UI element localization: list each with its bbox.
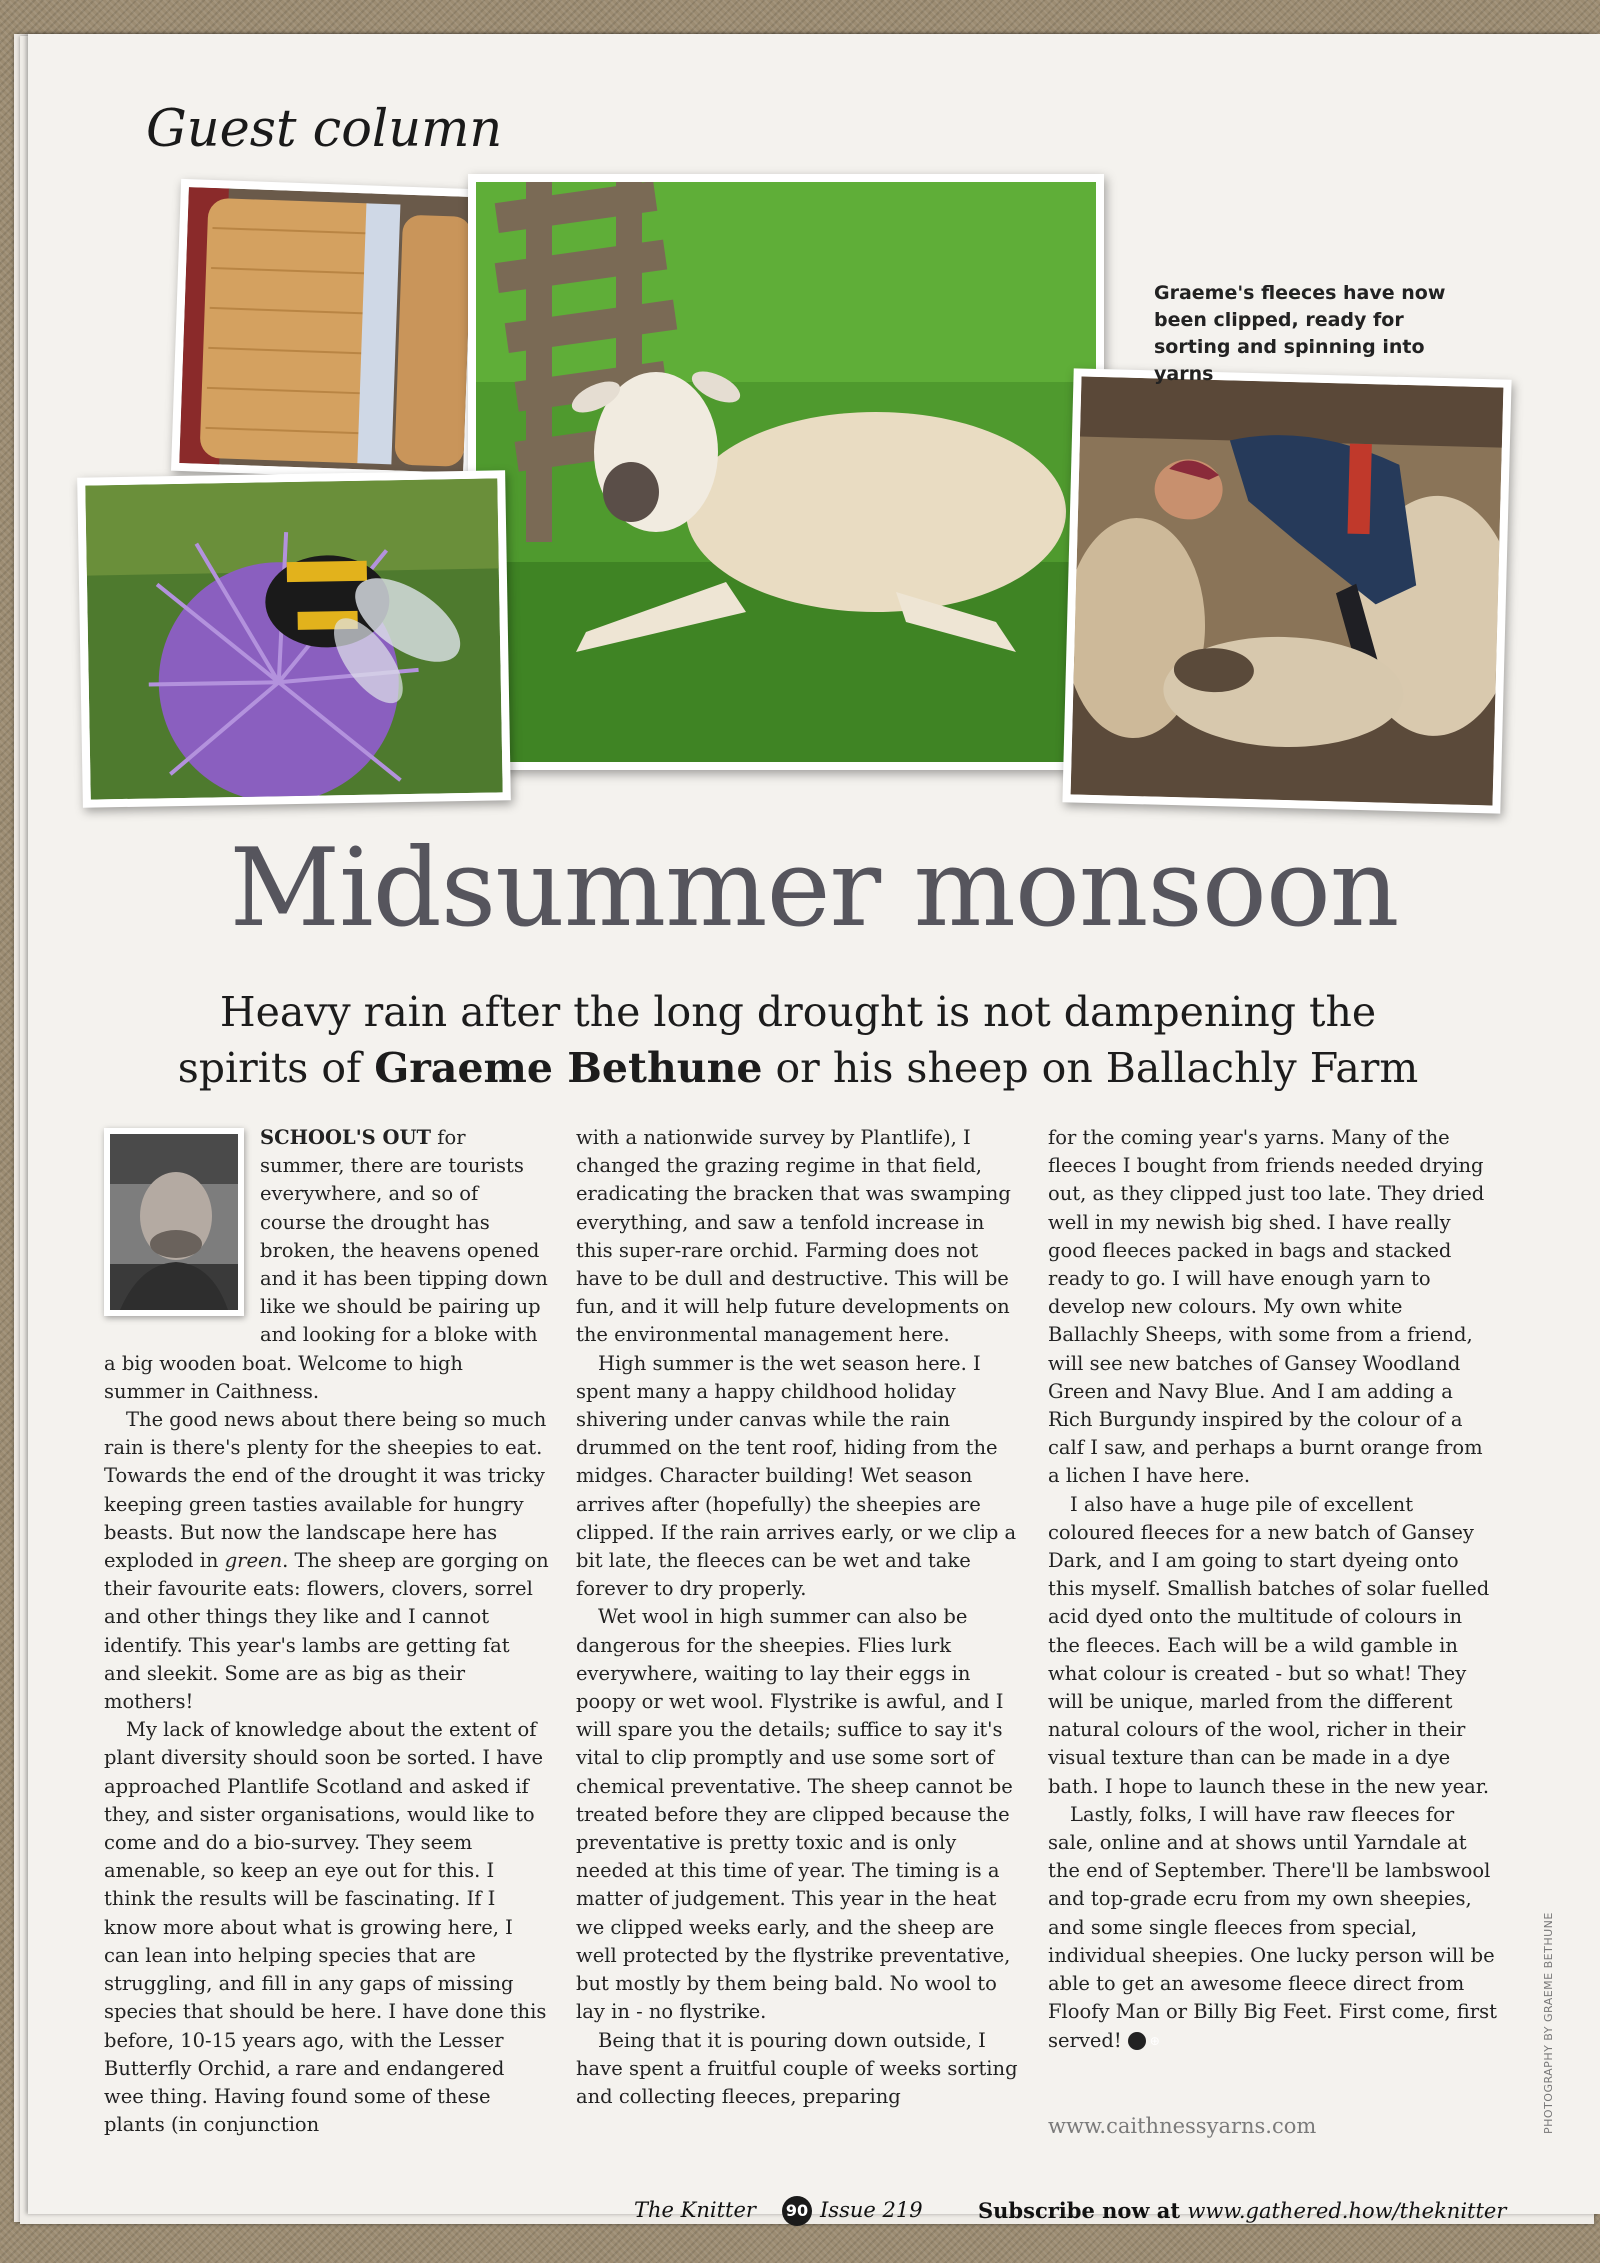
bee-on-thistle-photo bbox=[77, 470, 511, 807]
paragraph-2-text-b: . The sheep are gorging on their favourite eats: flowers, clovers, sorrel and other things they like and I cannot identify. This year's lambs are getting fat and sleekit. Some are as big as their mothers! bbox=[104, 1549, 549, 1714]
standfirst bbox=[148, 984, 1448, 1096]
shearing-photo bbox=[1062, 368, 1511, 813]
lead-in: SCHOOL'S OUT bbox=[260, 1126, 432, 1149]
paragraph-2 bbox=[104, 1406, 549, 1716]
section-kicker: Guest column bbox=[146, 100, 503, 159]
subscribe-url[interactable]: www.gathered.how/theknitter bbox=[1187, 2199, 1507, 2223]
magazine-name: The Knitter bbox=[634, 2198, 756, 2222]
paragraph-10-text: Lastly, folks, I will have raw fleeces for sale, online and at shows until Yarndale at the end of September. There'll be lambswool and top-grade ecru from my own sheepies, and some single fleeces from special, individual sheepies. One lucky person will be able to get an awesome fleece direct from Floofy Man or Billy Big Feet. First come, first served! bbox=[1048, 1802, 1497, 2052]
magazine-page bbox=[28, 34, 1600, 2223]
photo-credit: PHOTOGRAPHY BY GRAEME BETHUNE bbox=[1542, 1912, 1555, 2134]
paragraph-9: I also have a huge pile of excellent coloured fleeces for a new batch of Gansey Dark, and I am going to start dyeing onto this myself. Smallish batches of solar fuelled acid dyed onto the multitude of colours in the fleeces. Each will be a wild gamble in what colour is created - but so what! They will be unique, marled from the different natural colours of the wool, richer in their visual texture than can be made in a dye bath. I hope to launch these in the new year. bbox=[1048, 1492, 1490, 1798]
standfirst-text-2: or his sheep on Ballachly Farm bbox=[762, 1044, 1419, 1092]
article-column-2 bbox=[576, 1124, 1026, 2111]
paragraph-2-text-a: The good news about there being so much rain is there's plenty for the sheepies to eat. Towards the end of the drought it was tricky keeping green tasties available for hungry beasts. But now the landscape here has exploded in bbox=[104, 1408, 547, 1573]
author-portrait bbox=[104, 1128, 244, 1316]
photo-caption: Graeme's fleeces have now been clipped, ready for sorting and spinning into yarns bbox=[1154, 282, 1446, 385]
article-column-1 bbox=[104, 1124, 549, 2139]
standfirst-text-1: Heavy rain after the long drought is not dampening the spirits of bbox=[177, 988, 1377, 1092]
paragraph-8: for the coming year's yarns. Many of the fleeces I bought from friends needed drying out, as they clipped just too late. They dried well in my newish big shed. I have really good fleeces packed in bags and stacked ready to go. I will have enough yarn to develop new colours. My own white Ballachly Sheeps, with some from a friend, will see new batches of Gansey Woodland Green and Navy Blue. And I am adding a Rich Burgundy inspired by the colour of a calf I saw, and perhaps a burnt orange from a lichen I have here. bbox=[1048, 1126, 1485, 1488]
paragraph-3: My lack of knowledge about the extent of plant diversity should soon be sorted. I have approached Plantlife Scotland and asked if they, and sister organisations, would like to come and do a bio-survey. They seem amenable, so keep an eye out for this. I think the results will be fascinating. If I know more about what is growing here, I can lean into helping species that are struggling, and fill in any gaps of missing species that should be here. I have done this before, 10-15 years ago, with the Lesser Butterfly Orchid, a rare and endangered wee thing. Having found some of these plants (in conjunction bbox=[104, 1718, 547, 2137]
paragraph-4: with a nationwide survey by Plantlife), I changed the grazing regime in that field, eradicating the bracken that was swamping everything, and saw a tenfold increase in this super-rare orchid. Farming does not have to be dull and destructive. This will be fun, and it will help future developments on the environmental management here. bbox=[576, 1126, 1011, 1347]
author-name: Graeme Bethune bbox=[374, 1044, 763, 1092]
paragraph-5: High summer is the wet season here. I spent many a happy childhood holiday shivering under canvas while the rain drummed on the tent roof, hiding from the midges. Character building! Wet season arrives after (hopefully) the sheepies are clipped. If the rain arrives early, or we clip a bit late, the fleeces can be wet and take forever to dry properly. bbox=[576, 1351, 1017, 1601]
sheep-photo bbox=[468, 174, 1104, 770]
subscribe-line bbox=[978, 2198, 1506, 2223]
yarn-cones-photo bbox=[171, 179, 481, 481]
paragraph-10 bbox=[1048, 1801, 1498, 2055]
page-footer bbox=[28, 2198, 1600, 2234]
website-link[interactable]: www.caithnessyarns.com bbox=[1048, 2114, 1317, 2138]
article-column-3 bbox=[1048, 1124, 1498, 2055]
paragraph-2-emphasis: green bbox=[224, 1549, 283, 1573]
paragraph-6: Wet wool in high summer can also be dangerous for the sheepies. Flies lurk everywhere, waiting to lay their eggs in poopy or wet wool. Flystrike is awful, and I will spare you the details; suffice to say it's vital to clip promptly and use some sort of chemical preventative. The sheep cannot be treated before they are clipped because the preventative is pretty toxic and is only needed at this time of year. The timing is a matter of judgement. This year in the heat we clipped weeks early, and the sheep are well protected by the flystrike preventative, but mostly by them being bald. No wool to lay in - no flystrike. bbox=[576, 1605, 1013, 2024]
subscribe-prefix: Subscribe now at bbox=[978, 2198, 1188, 2223]
issue-number: Issue 219 bbox=[820, 2198, 923, 2222]
end-mark-icon: ⊕ bbox=[1128, 2032, 1146, 2050]
paragraph-7: Being that it is pouring down outside, I have spent a fruitful couple of weeks sorting and collecting fleeces, preparing bbox=[576, 2028, 1018, 2108]
headline: Midsummer monsoon bbox=[229, 826, 1399, 951]
page-number: 90 bbox=[782, 2196, 812, 2226]
paragraph-1-text: for summer, there are tourists everywhere, and so of course the drought has broken, the heavens opened and it has been tipping down like we should be pairing up and looking for a bloke with a big wooden boat. Welcome to high summer in Caithness. bbox=[104, 1126, 548, 1403]
